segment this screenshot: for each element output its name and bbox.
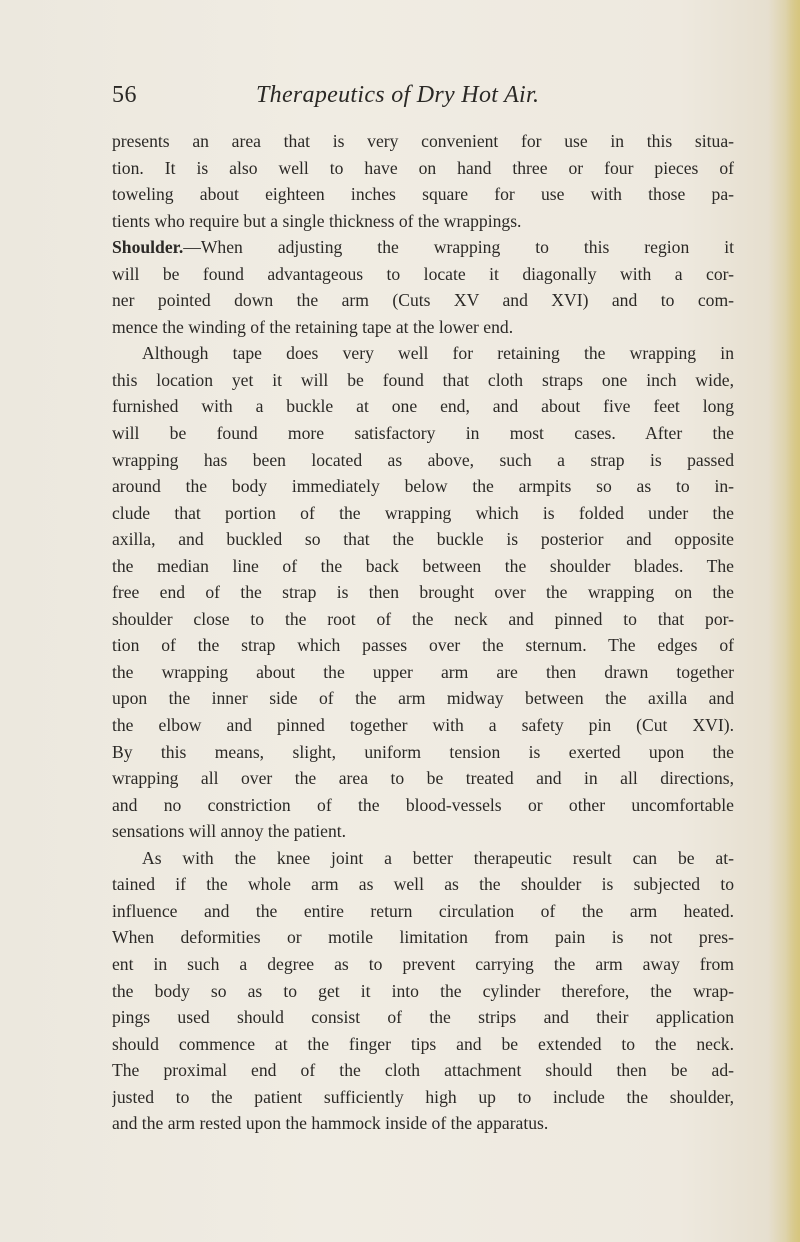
text-line: presents an area that is very convenient for use in this situa-	[112, 131, 734, 151]
text-line: and no constriction of the blood-vessels or other uncomfortable	[112, 794, 734, 815]
text-line: ner pointed down the arm (Cuts XV and XVI) and to com-	[112, 290, 734, 311]
text-line: around the body immediately below the armpits so as to in-	[112, 476, 734, 497]
text-line: The proximal end of the cloth attachment should then be ad-	[112, 1060, 734, 1081]
text-line: clude that portion of the wrapping which is folded under the	[112, 502, 734, 523]
text-line: tients who require but a single thickness of the wrappings.	[112, 210, 522, 231]
text-line: justed to the patient sufficiently high up to include the shoulder,	[112, 1086, 734, 1107]
body-text	[112, 128, 734, 1137]
text-line: furnished with a buckle at one end, and about five feet long	[112, 396, 734, 417]
text-line: tion of the strap which passes over the sternum. The edges of	[112, 635, 734, 656]
text-line: the elbow and pinned together with a safety pin (Cut XVI).	[112, 715, 734, 736]
text-line: and the arm rested upon the hammock inside of the apparatus.	[112, 1113, 549, 1134]
text-line: wrapping all over the area to be treated and in all directions,	[112, 768, 734, 789]
text-line: will be found more satisfactory in most cases. After the	[112, 423, 734, 444]
text-line	[112, 234, 734, 261]
text-line: As with the knee joint a better therapeutic result can be at-	[142, 847, 734, 868]
text-line: shoulder close to the root of the neck and pinned to that por-	[112, 608, 734, 629]
text-line: sensations will annoy the patient.	[112, 821, 347, 842]
page-number: 56	[112, 82, 137, 108]
text-line: influence and the entire return circulation of the arm heated.	[112, 900, 734, 921]
page-edge-shadow	[786, 0, 800, 1242]
text-line: tion. It is also well to have on hand three or four pieces of	[112, 157, 734, 178]
text-line: this location yet it will be found that cloth straps one inch wide,	[112, 369, 734, 390]
text-line: toweling about eighteen inches square for use with those pa-	[112, 184, 734, 205]
text-line: axilla, and buckled so that the buckle is posterior and opposite	[112, 529, 734, 550]
text-line: will be found advantageous to locate it diagonally with a cor-	[112, 263, 734, 284]
text-line: the wrapping about the upper arm are then drawn together	[112, 661, 734, 682]
text-line: pings used should consist of the strips and their application	[112, 1007, 734, 1028]
text-line: the median line of the back between the shoulder blades. The	[112, 555, 734, 576]
text-line: mence the winding of the retaining tape at the lower end.	[112, 316, 514, 337]
text-line: ent in such a degree as to prevent carrying the arm away from	[112, 953, 734, 974]
text-line: wrapping has been located as above, such a strap is passed	[112, 449, 734, 470]
text-line: tained if the whole arm as well as the shoulder is subjected to	[112, 874, 734, 895]
text-line: By this means, slight, uniform tension is exerted upon the	[112, 741, 734, 762]
page-header	[112, 82, 732, 118]
text-line: When deformities or motile limitation from pain is not pres-	[112, 927, 734, 948]
text-line: upon the inner side of the arm midway between the axilla and	[112, 688, 734, 709]
section-heading: Shoulder.	[112, 237, 184, 258]
text-line: the body so as to get it into the cylinder therefore, the wrap-	[112, 980, 734, 1001]
running-title: Therapeutics of Dry Hot Air.	[256, 82, 540, 108]
text-line: free end of the strap is then brought over the wrapping on the	[112, 582, 734, 603]
section-heading-text: —When adjusting the wrapping to this region it	[183, 237, 734, 258]
text-line: should commence at the finger tips and be extended to the neck.	[112, 1033, 734, 1054]
text-line: Although tape does very well for retaining the wrapping in	[142, 343, 734, 364]
